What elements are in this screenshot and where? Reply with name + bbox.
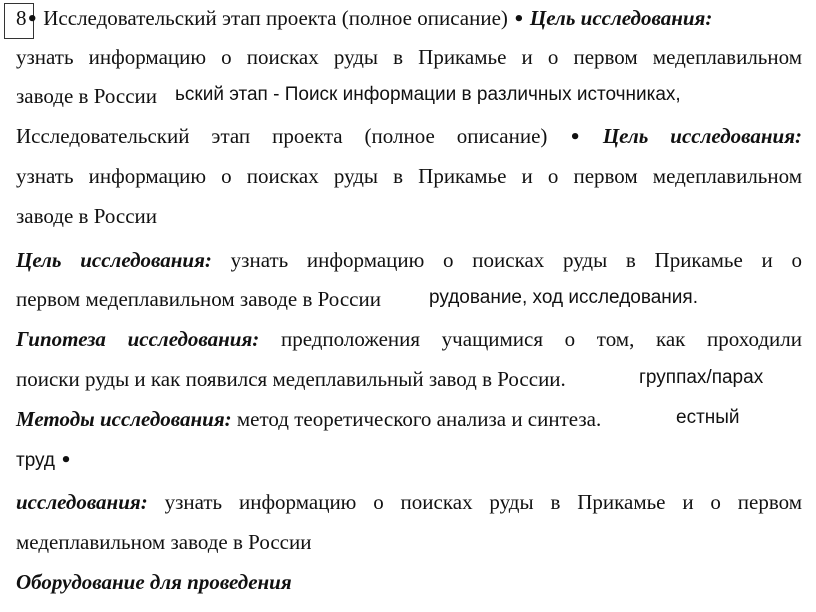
research-label: исследования: <box>16 490 148 514</box>
equipment-label: Оборудование для проведения <box>16 570 292 594</box>
goal-text: узнать информацию о поисках руды в Прикамье и о <box>230 248 802 272</box>
overlay-equipment: рудование, ход исследования. <box>429 287 698 308</box>
overlay-joint: естный <box>676 407 740 428</box>
bullet-icon: • <box>26 9 39 30</box>
goal-label: Цель исследования: <box>529 6 713 30</box>
line-6 <box>16 202 802 230</box>
goal-label: Цель исследования: <box>602 124 803 148</box>
line-9 <box>16 325 802 353</box>
bullet-icon: • <box>60 450 72 471</box>
overlapping-text <box>429 287 698 309</box>
line-2 <box>16 43 802 71</box>
goal-label: Цель исследования: <box>16 248 212 272</box>
goal-text-end: медеплавильном заводе в России <box>16 530 312 554</box>
overlay-stage-search: ьский этап - Поиск информации в различных источниках, <box>175 84 681 105</box>
methods-text: метод теоретического анализа и синтеза. <box>236 407 602 431</box>
bullet-icon: • <box>569 127 581 148</box>
overlapping-text <box>676 407 740 429</box>
line-7 <box>16 246 802 274</box>
line-1 <box>16 4 802 34</box>
bullet-icon: • <box>513 9 525 30</box>
goal-text-end: заводе в России <box>16 84 158 108</box>
goal-text: узнать информацию о поисках руды в Прикамье и о первом медеплавильном <box>16 164 802 188</box>
goal-text: узнать информацию о поисках руды в Прикамье и о первом <box>164 490 803 514</box>
hypothesis-text: предположения учащимися о том, как проходили <box>280 327 802 351</box>
line-14 <box>16 528 802 556</box>
goal-text: узнать информацию о поисках руды в Прикамье и о первом медеплавильном <box>16 45 802 69</box>
overlapping-text <box>175 84 681 106</box>
stage-title: Исследовательский этап проекта (полное описание) <box>43 6 508 30</box>
line-13 <box>16 488 802 516</box>
slide-number: 8 <box>16 6 27 30</box>
line-4 <box>16 122 802 152</box>
labor-text: труд <box>16 450 56 471</box>
stage-title: Исследовательский этап проекта (полное описание) <box>16 124 548 148</box>
hypothesis-label: Гипотеза исследования: <box>16 327 260 351</box>
methods-label: Методы исследования: <box>16 407 232 431</box>
line-5 <box>16 162 802 190</box>
overlay-groups: группах/парах <box>639 367 764 388</box>
overlapping-text <box>639 367 763 389</box>
line-15 <box>16 568 802 596</box>
goal-text-end: заводе в России <box>16 204 158 228</box>
hypothesis-text-end: поиски руды и как появился медеплавильный завод в России. <box>16 367 566 391</box>
goal-text-end: первом медеплавильном заводе в России <box>16 287 381 311</box>
line-12 <box>16 447 802 475</box>
